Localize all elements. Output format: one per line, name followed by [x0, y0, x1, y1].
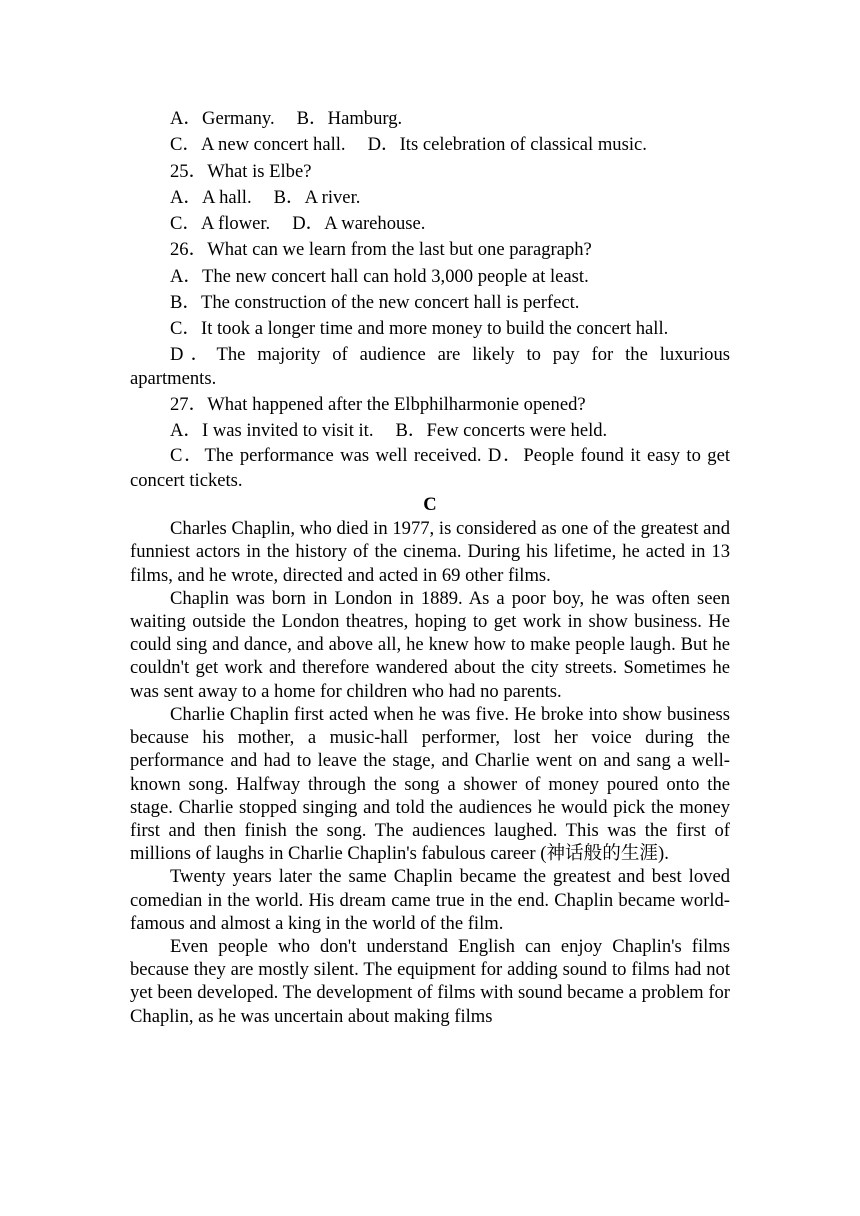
passage-paragraph-4: Twenty years later the same Chaplin became the greatest and best loved comedian in the world. His dream came true in the end. Chaplin became world-famous and almost a king in the world of the film.	[130, 866, 730, 934]
q26-option-b: B．The construction of the new concert hall is perfect.	[170, 292, 580, 314]
q26-option-d: D．The majority of audience are likely to pay for the luxurious apartments.	[130, 343, 730, 390]
question-24-options-ab	[130, 106, 730, 132]
passage-paragraph-2: Chaplin was born in London in 1889. As a poor boy, he was often seen waiting outside the London theatres, hoping to get work in show business. He could sing and dance, and above all, he knew how to make people laugh. But he couldn't get work and therefore wandered about the city streets. Sometimes he was sent away to a home for children who had no parents.	[130, 587, 730, 702]
q27-option-a: A．I was invited to visit it.	[170, 419, 374, 441]
passage-paragraph-3: Charlie Chaplin first acted when he was five. He broke into show business because his mother, a music-hall performer, lost her voice during the performance and had to leave the stage, and Charlie went on and sang a well-known song. Halfway through the song a shower of money poured onto the stage. Charlie stopped singing and told the audiences he would pick the money first and then finish the song. The audiences laughed. This was the first of millions of laughs in Charlie Chaplin's fabulous career (神话般的生涯).	[130, 703, 730, 865]
question-25-options-ab	[130, 185, 730, 211]
q24-option-d: D．Its celebration of classical music.	[367, 134, 647, 156]
document-page	[130, 106, 730, 1028]
q27-options-cd: C．The performance was well received. D．People found it easy to get concert tickets.	[130, 445, 730, 491]
q26-option-c: C．It took a longer time and more money to build the concert hall.	[170, 318, 669, 340]
question-24-options-cd	[130, 132, 730, 158]
q24-option-b: B．Hamburg.	[296, 108, 403, 129]
passage-paragraph-5: Even people who don't understand English can enjoy Chaplin's films because they are mostly silent. The equipment for adding sound to films had not yet been developed. The development of films with sound became a problem for Chaplin, as he was uncertain about making films	[130, 935, 730, 1027]
question-27-stem: 27．What happened after the Elbphilharmonie opened?	[170, 393, 586, 415]
q26-option-a: A．The new concert hall can hold 3,000 people at least.	[170, 265, 589, 287]
q27-option-b: B．Few concerts were held.	[395, 419, 608, 441]
q24-option-a: A．Germany.	[170, 108, 275, 129]
question-25-options-cd	[130, 211, 730, 237]
q25-option-d: D．A warehouse.	[292, 213, 426, 235]
q25-option-b: B．A river.	[273, 186, 361, 208]
q24-option-c: C．A new concert hall.	[170, 134, 346, 156]
q25-option-a: A．A hall.	[170, 186, 252, 208]
q25-option-c: C．A flower.	[170, 213, 271, 235]
passage-paragraph-1: Charles Chaplin, who died in 1977, is considered as one of the greatest and funniest actors in the history of the cinema. During his lifetime, he acted in 13 films, and he wrote, directed and acted in 69 other films.	[130, 518, 730, 586]
section-c-heading: C	[423, 494, 437, 516]
question-27-options-ab	[130, 418, 730, 444]
question-25-stem: 25．What is Elbe?	[170, 160, 312, 182]
question-26-stem: 26．What can we learn from the last but one paragraph?	[170, 239, 592, 261]
